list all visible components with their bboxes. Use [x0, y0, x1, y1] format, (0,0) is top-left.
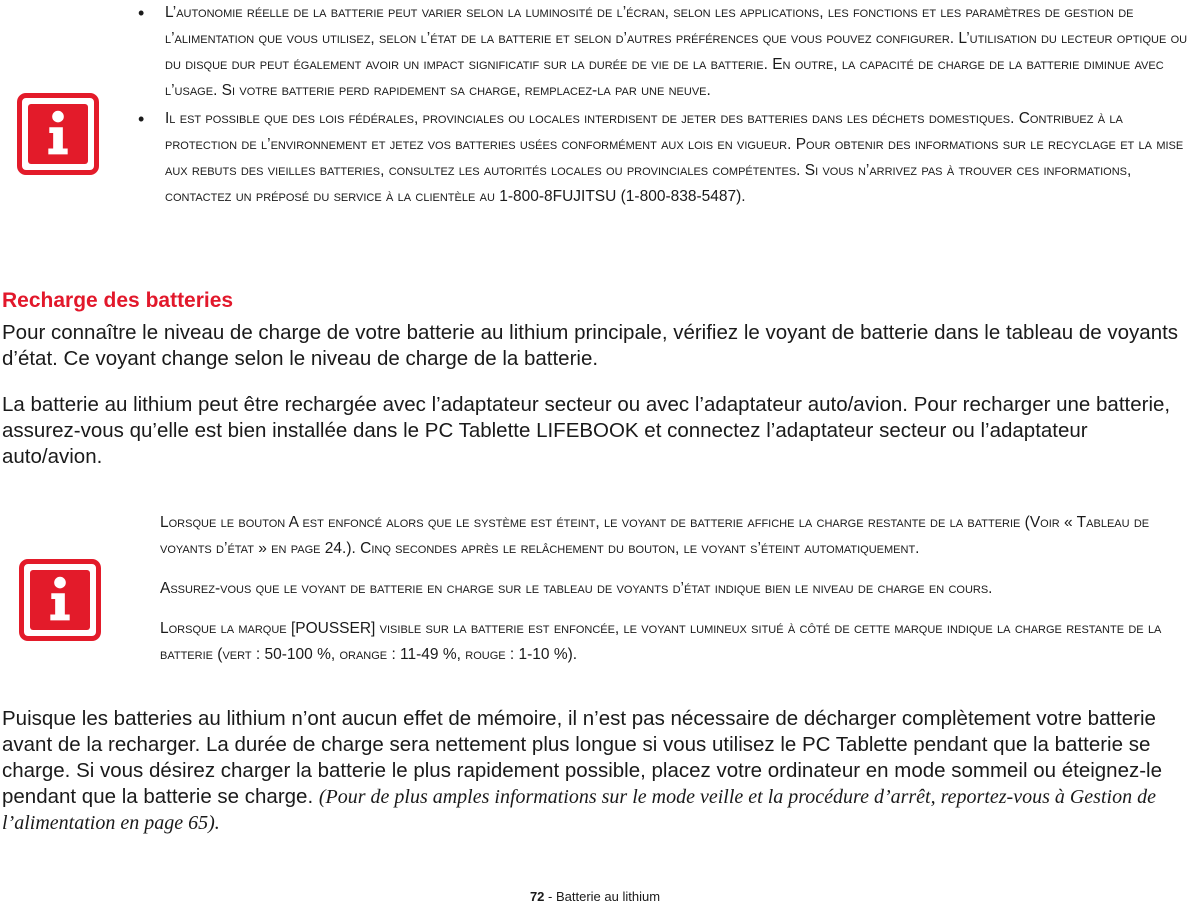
- paragraph-text: Puisque les batteries au lithium n’ont aucun effet de mémoire, il n’est pas nécessaire de décharger complètement votre batterie avant de la recharger. La durée de charge sera nettement plus longue si vous utilisez le PC Tablette pendant que la batterie se charge. Si vous désirez charger la batterie le plus rapidement possible, placez votre ordinateur en mode sommeil ou éteignez-le pendant que la batterie se charge.: [2, 707, 1163, 808]
- bullet-text: Il est possible que des lois fédérales, provinciales ou locales interdisent de jeter des batteries dans les déchets domestiques. Contribuez à la protection de l’environnement et jetez vos batteries usées conformément aux lois en vigueur. Pour obtenir des informations sur le recyclage et la mise aux rebuts des vieilles batteries, consultez les autorités locales ou provinciales compétentes. Si vous n’arrivez pas à trouver ces informations, contactez un préposé du service à la clientèle au 1-800-8FUJITSU (1-800-838-5487).: [165, 110, 1184, 205]
- bullet-icon: •: [138, 3, 145, 23]
- paragraph: [2, 706, 1190, 836]
- section-heading: Recharge des batteries: [2, 289, 234, 312]
- cross-reference: (Pour de plus amples informations sur le mode veille et la procédure d’arrêt, reportez-vous à Gestion de l’alimentation en page 65).: [2, 786, 1156, 834]
- list-item: [138, 106, 1188, 210]
- note-bullet-list: [138, 0, 1188, 210]
- bullet-icon: •: [138, 109, 145, 129]
- info-icon: [17, 93, 99, 175]
- page-number: 72: [529, 889, 545, 904]
- info-icon: [19, 559, 101, 641]
- bullet-text: L’autonomie réelle de la batterie peut varier selon la luminosité de l’écran, selon les applications, les fonctions et les paramètres de gestion de l’alimentation que vous utilisez, selon l’état de la batterie et selon d’autres préférences que vous pouvez configurer. L’utilisation du lecteur optique ou du disque dur peut également avoir un impact significatif sur la durée de vie de la batterie. En outre, la capacité de charge de la batterie diminue avec l’usage. Si votre batterie perd rapidement sa charge, remplacez-la par une neuve.: [165, 4, 1188, 99]
- paragraph: La batterie au lithium peut être rechargée avec l’adaptateur secteur ou avec l’adaptateur auto/avion. Pour recharger une batterie, assurez-vous qu’elle est bien installée dans le PC Tablette LIFEBOOK et connectez l’adaptateur secteur ou l’adaptateur auto/avion.: [2, 393, 1171, 468]
- note-text: [160, 510, 1185, 682]
- note-line: Lorsque le bouton A est enfoncé alors que le système est éteint, le voyant de batterie affiche la charge restante de la batterie (Voir « Tableau de voyants d’état » en page 24.). Cinq secondes après le relâchement du bouton, le voyant s’éteint automatiquement.: [160, 514, 1150, 557]
- note-line: Lorsque la marque [POUSSER] visible sur la batterie est enfoncée, le voyant lumineux situé à côté de cette marque indique la charge restante de la batterie (vert : 50-100 %, orange : 11-49 %, rouge : 1-10 %).: [160, 620, 1162, 663]
- page-footer: [0, 889, 1190, 905]
- paragraph: Pour connaître le niveau de charge de votre batterie au lithium principale, vérifiez le voyant de batterie dans le tableau de voyants d’état. Ce voyant change selon le niveau de charge de la batterie.: [2, 321, 1179, 370]
- info-glyph: [28, 104, 88, 164]
- list-item: [138, 0, 1188, 104]
- info-glyph: [30, 570, 90, 630]
- footer-title: - Batterie au lithium: [544, 889, 661, 904]
- note-line: Assurez-vous que le voyant de batterie en charge sur le tableau de voyants d’état indique bien le niveau de charge en cours.: [160, 580, 993, 597]
